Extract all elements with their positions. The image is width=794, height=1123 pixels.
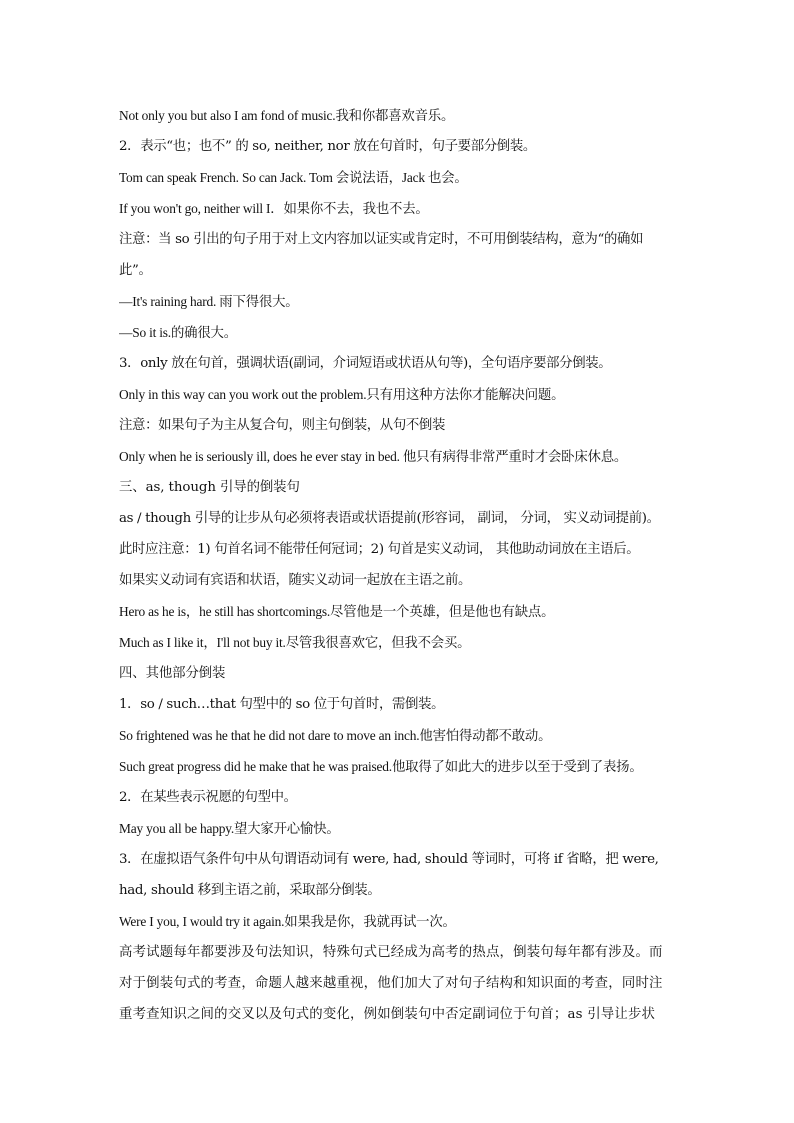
rule-item: 1．so / such…that 句型中的 so 位于句首时，需倒装。: [119, 697, 445, 712]
paragraph-line: 对于倒装句式的考查，命题人越来越重视，他们加大了对句子结构和知识面的考查，同时注: [119, 976, 663, 991]
rule-text: as / though 引导的让步从句必须将表语或状语提前(形容词， 副词， 分词， 实义动词提前)。: [119, 511, 660, 526]
document-body: [119, 100, 679, 1030]
note-text-continued: 此”。: [119, 263, 152, 278]
example-sentence: Much as I like it，I'll not buy it.尽管我很喜欢它，但我不会买。: [119, 635, 471, 650]
example-sentence: Tom can speak French. So can Jack. Tom 会说法语，Jack 也会。: [119, 170, 468, 185]
example-sentence: Such great progress did he make that he was praised.他取得了如此大的进步以至于受到了表扬。: [119, 759, 643, 774]
paragraph-line: 重考查知识之间的交叉以及句式的变化，例如倒装句中否定副词位于句首；as 引导让步状: [119, 1007, 656, 1022]
section-heading: 四、其他部分倒装: [119, 666, 226, 681]
rule-text: 此时应注意：1) 句首名词不能带任何冠词；2) 句首是实义动词， 其他助动词放在主语后。: [119, 542, 640, 557]
section-heading: 三、as, though 引导的倒装句: [119, 480, 300, 495]
rule-item: 3．only 放在句首，强调状语(副词，介词短语或状语从句等)，全句语序要部分倒装。: [119, 356, 612, 371]
note-text: 注意：当 so 引出的句子用于对上文内容加以证实或肯定时，不可用倒装结构，意为“的确如: [119, 232, 644, 247]
example-sentence: So frightened was he that he did not dare to move an inch.他害怕得动都不敢动。: [119, 728, 552, 743]
example-sentence: Not only you but also I am fond of music.我和你都喜欢音乐。: [119, 108, 455, 123]
dialogue-line: —It's raining hard. 雨下得很大。: [119, 294, 299, 309]
dialogue-line: —So it is.的确很大。: [119, 325, 237, 340]
rule-item: 2．表示“也；也不” 的 so, neither, nor 放在句首时，句子要部分倒装。: [119, 139, 536, 154]
paragraph-line: 高考试题每年都要涉及句法知识，特殊句式已经成为高考的热点，倒装句每年都有涉及。而: [119, 945, 663, 960]
example-sentence: Hero as he is，he still has shortcomings.尽管他是一个英雄，但是他也有缺点。: [119, 604, 555, 619]
example-sentence: May you all be happy.望大家开心愉快。: [119, 821, 340, 836]
rule-text: 如果实义动词有宾语和状语，随实义动词一起放在主语之前。: [119, 573, 472, 588]
rule-item: 3．在虚拟语气条件句中从句谓语动词有 were, had, should 等词时，可将 if 省略，把 were,: [119, 852, 659, 867]
rule-item: 2．在某些表示祝愿的句型中。: [119, 790, 297, 805]
example-sentence: Were I you, I would try it again.如果我是你，我就再试一次。: [119, 914, 456, 929]
example-sentence: If you won't go, neither will I．如果你不去，我也不去。: [119, 201, 429, 216]
rule-item-continued: had, should 移到主语之前，采取部分倒装。: [119, 883, 381, 898]
note-text: 注意：如果句子为主从复合句，则主句倒装，从句不倒装: [119, 418, 446, 433]
example-sentence: Only in this way can you work out the problem.只有用这种方法你才能解决问题。: [119, 387, 565, 402]
example-sentence: Only when he is seriously ill, does he ever stay in bed. 他只有病得非常严重时才会卧床休息。: [119, 449, 628, 464]
